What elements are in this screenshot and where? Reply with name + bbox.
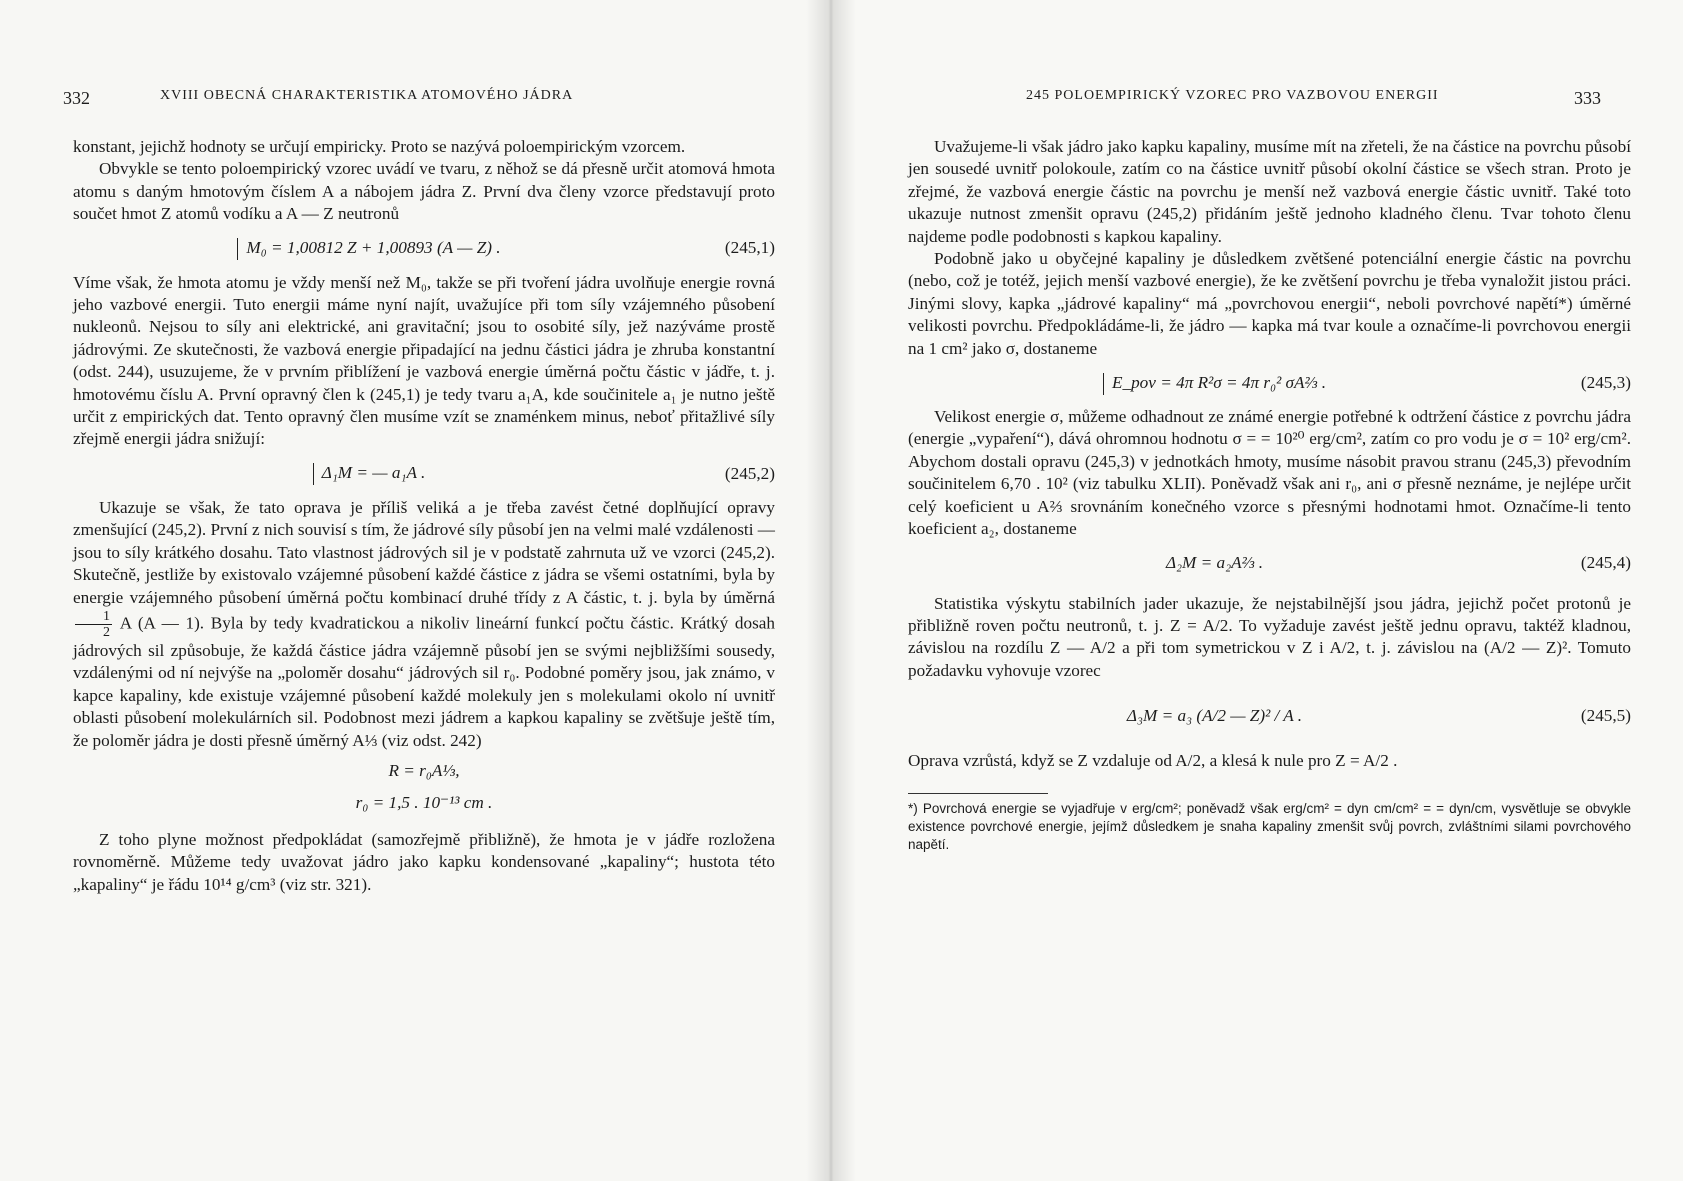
book-gutter bbox=[806, 0, 856, 1181]
fraction: $\frac{1}{2}$ bbox=[75, 609, 112, 640]
paragraph: konstant, jejichž hodnoty se určují empiricky. Proto se nazývá poloempirickým vzorcem. bbox=[73, 137, 686, 156]
equation-text: Δ₁M = — a₁A . bbox=[321, 463, 426, 483]
equation-text: E_pov = 4π R²σ = 4π r₀² σA⅔ . bbox=[1112, 372, 1326, 392]
equation-number: (245,5) bbox=[1580, 705, 1631, 725]
paragraph: Obvykle se tento poloempirický vzorec uvádí ve tvaru, z něhož se dá přesně určit atomová hmota atomu s daným hmotovým číslem A a nábojem jádra Z. První dva členy vzorce představují proto součet hmot Z atomů vodíku a A — Z neutronů bbox=[73, 159, 775, 224]
paragraph: Víme však, že hmota atomu je vždy menší než M₀, takže se při tvoření jádra uvolňuje energie rovná jeho vazbové energii. Tuto energii máme nyní najít, uvažujíce při tom síly vzájemného působení nukleonů. Nejsou to síly ani elektrické, ani gravitační; jsou to osobité síly, jež nazýváme prostě jádrovými. Ze skutečnosti, že vazbová energie připadající na jednu částici jádra je zhruba konstantní (odst. 244), usuzujeme, že v prvním přiblížení je vazbová energie úměrná počtu částic v jádře, t. j. hmotovému číslu A. První opravný člen k (245,1) je tedy tvaru a₁A, kde součinitele a₁ je nutno ještě určit z empirických dat. Tento opravný člen musíme vzít se znaménkem minus, neboť přitažlivé síly zřejmě energii jádra snižují: bbox=[73, 272, 775, 449]
left-page-number: 332 bbox=[63, 88, 90, 108]
paragraph: Uvažujeme-li však jádro jako kapku kapaliny, musíme mít na zřeteli, že na částice na povrchu působí jen sousedé uvnitř polokoule, zatím co na částice uvnitř působí okolní částice se všech stran. Proto je zřejmé, že vazbová energie částic na povrchu je menší než vazbová energie částic uvnitř. Také toto ukazuje nutnost zmenšit opravu (245,2) přidáním ještě jednoho kladného členu. Tvar tohoto členu najdeme podle podobnosti s kapkou kapaliny. bbox=[908, 137, 1631, 246]
left-page bbox=[0, 0, 826, 1181]
footnote: *) Povrchová energie se vyjadřuje v erg/cm²; poněvadž však erg/cm² = dyn cm/cm² = = dyn/cm, vysvětluje se obvykle existence povrchové energie, jejímž důsledkem je snaha kapaliny zmenšit svůj povrch, zvláštními silami povrchového napětí. bbox=[908, 800, 1631, 852]
equation-text: r₀ = 1,5 . 10⁻¹³ cm . bbox=[355, 793, 493, 813]
right-page-body bbox=[908, 136, 1631, 854]
equation-radius bbox=[73, 760, 775, 815]
footnote-rule bbox=[908, 793, 1048, 794]
equation-245-3 bbox=[908, 364, 1631, 402]
paragraph: Ukazuje se však, že tato oprava je příliš veliká a je třeba zavést četné doplňující opravy zmenšující (245,2). První z nich souvisí s tím, že jádrové síly působí jen na velmi malé vzdálenosti — jsou to síly krátkého dosahu. Tato vlastnost jádrových sil je v podstatě zahrnuta už ve vzorci (245,2). Skutečně, jestliže by existovalo vzájemné působení každé částice z jádra se všemi ostatními, byla by energie vzájemného působení úměrná počtu kombinací druhé třídy z A částic, t. j. byla by úměrná $\frac{1}{2}$ A (A — 1). Byla by tedy kvadratickou a nikoliv lineární funkcí počtu částic. Krátký dosah jádrových sil způsobuje, že každá částice jádra vzájemně působí jen se svými nejbližšími sousedy, vzdálenými od ní nejvýše na „poloměr dosahu“ jádrových sil r₀. Podobné poměry jsou, jak známo, v kapce kapaliny, kde existuje vzájemné působení každé molekuly jen s molekulami okolo ní uvnitř oblasti působení molekulárních sil. Podobnost mezi jádrem a kapkou kapaliny se zvětšuje ještě tím, že poloměr jádra je dosti přesně úměrný A⅓ (viz odst. 242) bbox=[73, 497, 775, 750]
margin-mark bbox=[1103, 373, 1104, 395]
equation-245-5 bbox=[908, 686, 1631, 746]
equation-245-4 bbox=[908, 545, 1631, 583]
paragraph: Oprava vzrůstá, když se Z vzdaluje od A/2, a klesá k nule pro Z = A/2 . bbox=[908, 751, 1398, 771]
equation-number: (245,2) bbox=[724, 463, 775, 483]
paragraph: Statistika výskytu stabilních jader ukazuje, že nejstabilnější jsou jádra, jejichž počet protonů je přibližně roven počtu neutronů, t. j. Z = A/2. To vyžaduje zavést ještě jednu opravu, taktéž kladnou, závislou na rozdílu Z — A/2 a při tom symetrickou v Z i A/2, t. j. závislou na (A/2 — Z)². Tomuto požadavku vyhovuje vzorec bbox=[908, 593, 1631, 680]
margin-mark bbox=[237, 238, 238, 260]
right-running-head: 245 POLOEMPIRICKÝ VZOREC PRO VAZBOVOU ENERGII bbox=[1026, 88, 1439, 103]
right-page-number: 333 bbox=[1574, 88, 1601, 108]
equation-245-1 bbox=[73, 230, 775, 268]
right-page bbox=[826, 0, 1683, 1181]
equation-text: R = r₀A⅓, bbox=[388, 760, 460, 780]
equation-text: Δ₂M = a₂A⅔ . bbox=[1165, 553, 1264, 573]
left-page-body bbox=[73, 136, 775, 896]
equation-number: (245,4) bbox=[1580, 553, 1631, 573]
equation-number: (245,3) bbox=[1580, 372, 1631, 392]
equation-text: M₀ = 1,00812 Z + 1,00893 (A — Z) . bbox=[246, 238, 501, 258]
equation-text: Δ₃M = a₃ (A/2 — Z)² / A . bbox=[1126, 705, 1303, 725]
paragraph: Velikost energie σ, můžeme odhadnout ze známé energie potřebné k odtržení částice z povrchu jádra (energie „vypaření“), dává ohromnou hodnotu σ = = 10²⁰ erg/cm², zatím co pro vodu je σ = 10² erg/cm². Abychom dostali opravu (245,3) v jednotkách hmoty, musíme násobit pravou stranu (245,3) převodním součinitelem 6,70 . 10² (viz tabulku XLII). Poněvadž však ani r₀, ani σ přesně neznáme, je nejlépe určit celý koeficient u A⅔ srovnáním konečného vzorce s přesnými hodnotami hmot. Označíme-li tento koeficient a₂, dostaneme bbox=[908, 407, 1631, 539]
paragraph: Podobně jako u obyčejné kapaliny je důsledkem zvětšené potenciální energie částic na povrchu (nebo, což je totéž, jejich menší vazbové energie), že ke zvětšení povrchu je třeba vynaložit jistou práci. Jinými slovy, kapka „jádrové kapaliny“ má „povrchovou energii“, neboli povrchové napětí*) úměrné velikosti povrchu. Předpokládáme-li, že jádro — kapka má tvar koule a označíme-li povrchovou energii na 1 cm² jako σ, dostaneme bbox=[908, 249, 1631, 358]
left-running-head: XVIII OBECNÁ CHARAKTERISTIKA ATOMOVÉHO JÁDRA bbox=[160, 88, 574, 103]
margin-mark bbox=[313, 463, 314, 485]
equation-245-2 bbox=[73, 455, 775, 493]
equation-number: (245,1) bbox=[724, 238, 775, 258]
paragraph: Z toho plyne možnost předpokládat (samozřejmě přibližně), že hmota je v jádře rozložena rovnoměrně. Můžeme tedy uvažovat jádro jako kapku kondensované „kapaliny“; hustota této „kapaliny“ je řádu 10¹⁴ g/cm³ (viz str. 321). bbox=[73, 829, 775, 894]
